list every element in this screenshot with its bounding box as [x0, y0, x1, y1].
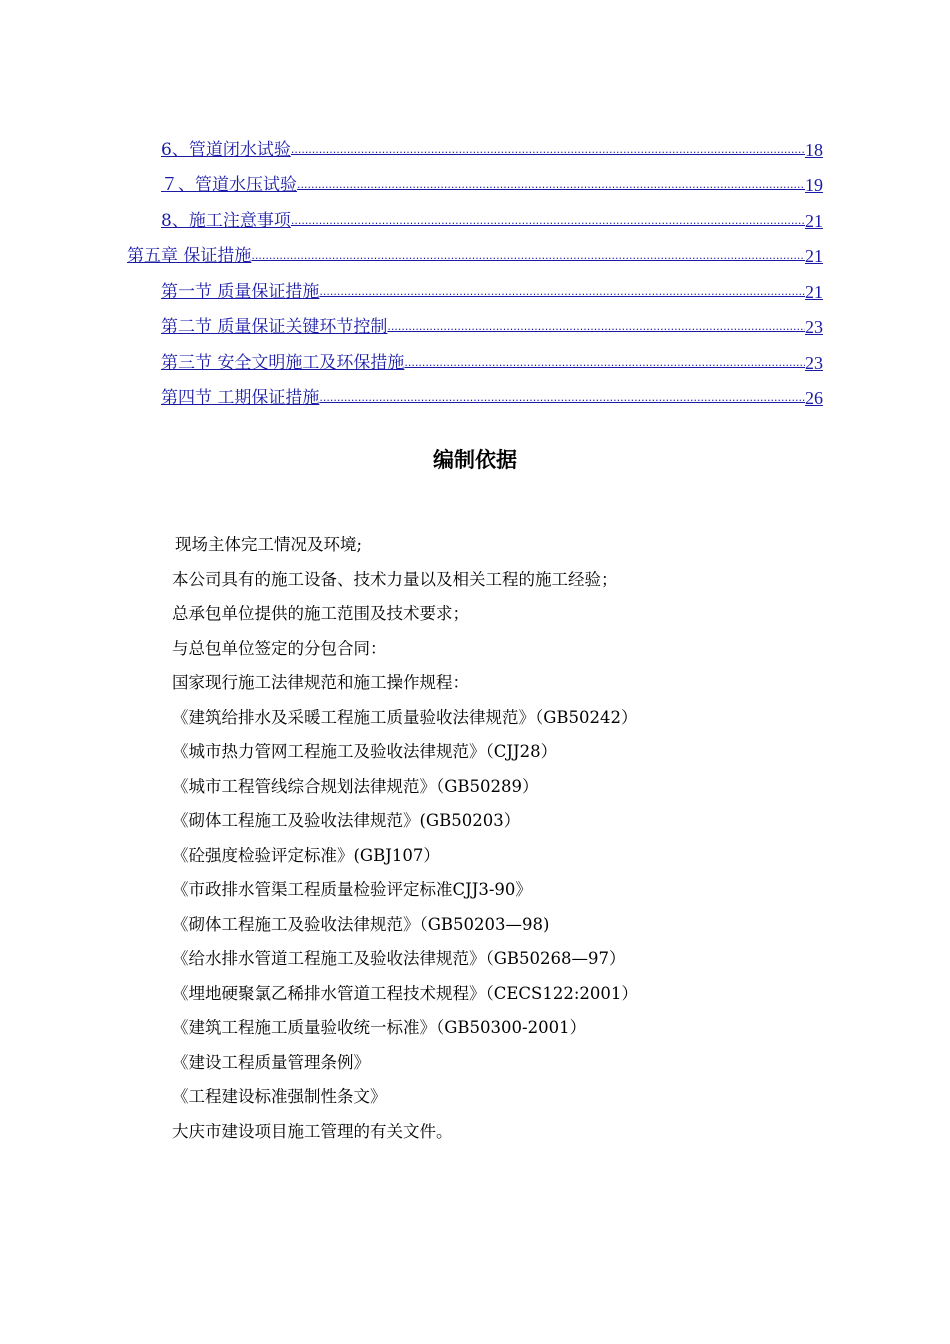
toc-entry-chapter-five[interactable] — [127, 244, 823, 268]
toc-entry-page: 23 — [805, 353, 823, 373]
list-item: 现场主体完工情况及环境; — [175, 535, 363, 554]
list-item: 《工程建设标准强制性条文》 — [172, 1087, 387, 1106]
toc-entry-label: 第一节 质量保证措施 — [161, 282, 320, 302]
basis-list — [172, 528, 872, 1149]
toc-entry-page: 18 — [805, 140, 823, 160]
list-item: 本公司具有的施工设备、技术力量以及相关工程的施工经验； — [172, 569, 618, 589]
list-item: 《砌体工程施工及验收法律规范》（GB50203—98) — [172, 914, 550, 934]
toc-dot-leader — [297, 173, 805, 197]
toc-dot-leader — [319, 386, 805, 410]
list-item: 《建筑给排水及采暖工程施工质量验收法律规范》（GB50242） — [172, 707, 638, 727]
list-item: 国家现行施工法律规范和施工操作规程： — [172, 673, 469, 692]
toc-entry-label: 6、管道闭水试验 — [161, 140, 291, 160]
toc-dot-leader — [251, 244, 805, 268]
list-item: 《给水排水管道工程施工及验收法律规范》（GB50268—97） — [172, 949, 626, 968]
toc-entry-label: 8、施工注意事项 — [161, 211, 291, 231]
list-item: 《市政排水管渠工程质量检验评定标准CJJ3-90》 — [172, 880, 532, 899]
toc-entry-section-one[interactable] — [161, 280, 823, 304]
list-item: 《埋地硬聚氯乙稀排水管道工程技术规程》（CECS122:2001） — [172, 983, 638, 1003]
toc-dot-leader — [291, 138, 805, 162]
list-item: 《建设工程质量管理条例》 — [172, 1052, 370, 1072]
toc-entry-section-two[interactable] — [161, 315, 823, 339]
toc-entry-page: 21 — [805, 246, 823, 266]
toc-entry-label: 第三节 安全文明施工及环保措施 — [161, 353, 405, 373]
toc-entry-page: 26 — [805, 388, 823, 408]
toc-entry-label: 第五章 保证措施 — [127, 246, 252, 266]
toc-entry-page: 23 — [805, 317, 823, 337]
list-item: 《砌体工程施工及验收法律规范》(GB50203） — [172, 811, 521, 830]
section-heading: 编制依据 — [433, 448, 517, 472]
toc-entry-page: 21 — [805, 211, 823, 231]
toc-entry-pipe-pressure-test[interactable] — [161, 173, 823, 197]
list-item: 《城市工程管线综合规划法律规范》（GB50289） — [172, 776, 539, 796]
list-item: 《砼强度检验评定标准》(GBJ107） — [172, 845, 440, 865]
list-item: 《城市热力管网工程施工及验收法律规范》（CJJ28） — [172, 742, 558, 761]
toc-entry-section-four[interactable] — [161, 386, 823, 410]
list-item: 大庆市建设项目施工管理的有关文件。 — [172, 1121, 453, 1141]
toc-entry-pipe-closed-water-test[interactable] — [161, 138, 823, 162]
toc-entry-construction-notes[interactable] — [161, 209, 823, 233]
toc-entry-page: 19 — [805, 175, 823, 195]
toc-entry-label: ７、管道水压试验 — [161, 175, 297, 195]
toc-entry-label: 第二节 质量保证关键环节控制 — [161, 317, 388, 337]
toc-entry-label: 第四节 工期保证措施 — [161, 388, 320, 408]
toc-dot-leader — [404, 351, 805, 375]
toc-entry-page: 21 — [805, 282, 823, 302]
toc-dot-leader — [387, 315, 805, 339]
list-item: 《建筑工程施工质量验收统一标准》（GB50300-2001） — [172, 1018, 587, 1037]
list-item: 总承包单位提供的施工范围及技术要求； — [172, 604, 469, 623]
toc-dot-leader — [319, 280, 805, 304]
list-item: 与总包单位签定的分包合同： — [172, 638, 387, 658]
toc-entry-section-three[interactable] — [161, 351, 823, 375]
toc-dot-leader — [291, 209, 805, 233]
